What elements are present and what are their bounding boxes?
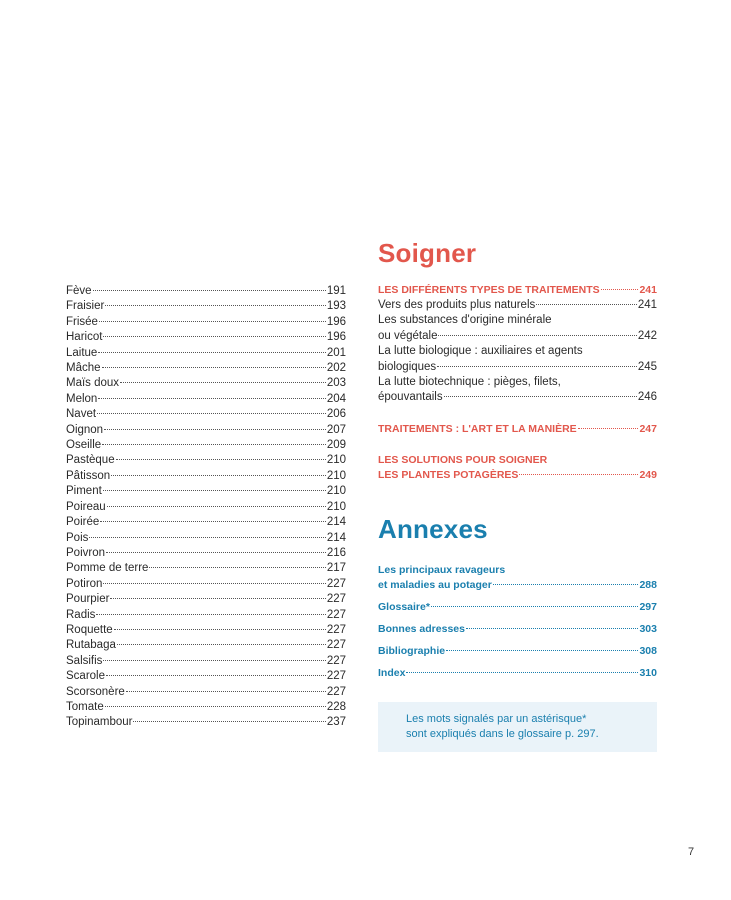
toc-entry-page: 297 bbox=[639, 601, 657, 613]
toc-entry-page: 193 bbox=[326, 300, 346, 313]
toc-entry[interactable] bbox=[66, 515, 346, 530]
toc-entry-label: Fève bbox=[66, 285, 92, 297]
toc-entry-line: La lutte biotechnique : pièges, filets, bbox=[378, 376, 561, 389]
toc-entry-page: 210 bbox=[326, 485, 346, 498]
leader-dots bbox=[536, 304, 637, 305]
toc-heading-last-line bbox=[378, 468, 657, 483]
toc-entry-page: 206 bbox=[326, 408, 346, 421]
toc-entry-label: Navet bbox=[66, 408, 97, 421]
leader-dots bbox=[133, 721, 325, 722]
leader-dots bbox=[103, 660, 325, 661]
toc-entry-label: Vers des produits plus naturels bbox=[378, 299, 536, 311]
toc-entry-page: 196 bbox=[326, 315, 346, 328]
toc-entry-page: 191 bbox=[326, 285, 346, 297]
toc-entry-label: Fraisier bbox=[66, 300, 105, 313]
toc-entry[interactable] bbox=[66, 654, 346, 669]
toc-entry-label: Pâtisson bbox=[66, 469, 111, 482]
toc-entry-multiline[interactable] bbox=[378, 375, 657, 406]
toc-entry[interactable] bbox=[378, 298, 657, 313]
toc-entry-label: Roquette bbox=[66, 623, 113, 636]
note-line: sont expliqués dans le glossaire p. 297. bbox=[406, 728, 599, 740]
toc-entry-page: 217 bbox=[326, 562, 346, 575]
toc-entry-label: Pourpier bbox=[66, 593, 110, 606]
toc-entry-page: 246 bbox=[637, 391, 657, 404]
toc-entry-page: 196 bbox=[326, 331, 346, 344]
toc-entry-label: Poivron bbox=[66, 546, 105, 559]
soigner-section bbox=[378, 238, 657, 483]
toc-entry-multiline[interactable] bbox=[378, 344, 657, 375]
leader-dots bbox=[103, 583, 325, 584]
toc-entry-label: Maïs doux bbox=[66, 377, 120, 390]
toc-entry[interactable] bbox=[66, 469, 346, 484]
leader-dots bbox=[126, 691, 326, 692]
toc-entry-label: Oignon bbox=[66, 423, 104, 436]
toc-entry-label: Pomme de terre bbox=[66, 562, 149, 575]
toc-entry-label: Index bbox=[378, 667, 406, 679]
leader-dots bbox=[110, 598, 325, 599]
toc-entry-label: Melon bbox=[66, 392, 98, 405]
toc-entry-label: Scarole bbox=[66, 670, 105, 683]
leader-dots bbox=[93, 290, 326, 291]
toc-heading-page: 249 bbox=[639, 468, 657, 481]
toc-entry-label: Bonnes adresses bbox=[378, 623, 465, 635]
leader-dots bbox=[446, 650, 638, 651]
toc-entry-page: 227 bbox=[326, 608, 346, 621]
toc-entry-page: 202 bbox=[326, 362, 346, 375]
toc-entry[interactable] bbox=[66, 546, 346, 561]
toc-entry-page: 214 bbox=[326, 531, 346, 544]
toc-entry-label: biologiques bbox=[378, 360, 437, 373]
leader-dots bbox=[519, 474, 638, 475]
toc-entry-label: Tomate bbox=[66, 700, 104, 713]
toc-entry-page: 310 bbox=[639, 667, 657, 679]
toc-entry[interactable] bbox=[66, 561, 346, 576]
toc-entry-page: 227 bbox=[326, 639, 346, 652]
leader-dots bbox=[100, 521, 326, 522]
toc-entry-page: 227 bbox=[326, 593, 346, 606]
toc-entry-label: Oseille bbox=[66, 439, 102, 452]
leader-dots bbox=[102, 367, 326, 368]
toc-entry-label: Bibliographie bbox=[378, 645, 446, 657]
toc-entry-multiline[interactable] bbox=[378, 313, 657, 344]
leader-dots bbox=[114, 629, 326, 630]
leader-dots bbox=[117, 644, 326, 645]
toc-entry[interactable] bbox=[66, 715, 346, 730]
toc-entry-bibliographie[interactable] bbox=[378, 644, 657, 659]
toc-entry-page: 241 bbox=[637, 299, 657, 311]
toc-entry[interactable] bbox=[66, 361, 346, 376]
toc-entry[interactable] bbox=[66, 376, 346, 391]
toc-entry-page: 303 bbox=[639, 623, 657, 635]
toc-heading-traitements-types[interactable] bbox=[378, 283, 657, 298]
toc-entry-page: 227 bbox=[326, 670, 346, 683]
leader-dots bbox=[98, 352, 325, 353]
toc-entry-page: 209 bbox=[326, 439, 346, 452]
toc-entry-label: Pois bbox=[66, 531, 89, 544]
toc-entry-page: 227 bbox=[326, 685, 346, 698]
toc-entry-label: Salsifis bbox=[66, 654, 103, 667]
toc-entry-page: 308 bbox=[639, 645, 657, 657]
spacer bbox=[378, 593, 657, 600]
leader-dots bbox=[103, 490, 326, 491]
toc-entry-last-line bbox=[378, 578, 657, 593]
toc-entry[interactable] bbox=[66, 392, 346, 407]
toc-entry[interactable] bbox=[66, 315, 346, 330]
toc-entry-page: 227 bbox=[326, 577, 346, 590]
toc-entry[interactable] bbox=[66, 700, 346, 715]
glossary-note-box bbox=[378, 702, 657, 752]
toc-entry-label: Piment bbox=[66, 485, 102, 498]
leader-dots bbox=[106, 675, 326, 676]
toc-entry-line: Les substances d'origine minérale bbox=[378, 314, 552, 327]
toc-entry-page: 245 bbox=[637, 360, 657, 373]
toc-entry-adresses[interactable] bbox=[378, 622, 657, 637]
toc-entry-label: Rutabaga bbox=[66, 639, 116, 652]
leader-dots bbox=[104, 429, 326, 430]
vegetable-index-list bbox=[66, 284, 346, 731]
toc-entry[interactable] bbox=[66, 608, 346, 623]
toc-heading-solutions[interactable] bbox=[378, 453, 657, 483]
toc-entry[interactable] bbox=[66, 299, 346, 314]
leader-dots bbox=[99, 321, 326, 322]
toc-entry-line: La lutte biologique : auxiliaires et agents bbox=[378, 345, 583, 358]
toc-entry-last-line bbox=[378, 360, 657, 375]
toc-entry-label: Frisée bbox=[66, 315, 98, 328]
spacer bbox=[378, 437, 657, 453]
leader-dots bbox=[578, 428, 639, 429]
toc-entry[interactable] bbox=[66, 685, 346, 700]
toc-entry-label: Haricot bbox=[66, 331, 103, 344]
toc-entry[interactable] bbox=[66, 577, 346, 592]
toc-entry-label: Glossaire* bbox=[378, 601, 430, 613]
toc-heading-label: LES DIFFÉRENTS TYPES DE TRAITEMENTS bbox=[378, 284, 600, 296]
note-line: Les mots signalés par un astérisque* bbox=[406, 713, 587, 725]
toc-entry-label: Poirée bbox=[66, 516, 100, 529]
toc-entry-label: Poireau bbox=[66, 500, 106, 513]
toc-entry-page: 210 bbox=[326, 500, 346, 513]
toc-entry-line: Les principaux ravageurs bbox=[378, 564, 506, 576]
annexes-title: Annexes bbox=[378, 514, 488, 544]
toc-entry-label: Topinambour bbox=[66, 716, 133, 729]
leader-dots bbox=[438, 335, 636, 336]
spacer bbox=[378, 615, 657, 622]
toc-entry[interactable] bbox=[66, 423, 346, 438]
toc-entry-label: Pastèque bbox=[66, 454, 115, 467]
toc-entry[interactable] bbox=[66, 500, 346, 515]
toc-entry-page: 237 bbox=[326, 716, 346, 729]
soigner-title: Soigner bbox=[378, 238, 477, 268]
toc-entry[interactable] bbox=[66, 346, 346, 361]
page-number: 7 bbox=[688, 846, 695, 858]
leader-dots bbox=[406, 672, 638, 673]
toc-heading-line: LES SOLUTIONS POUR SOIGNER bbox=[378, 453, 548, 466]
toc-entry-label: Scorsonère bbox=[66, 685, 125, 698]
leader-dots bbox=[116, 459, 326, 460]
toc-entry-page: 204 bbox=[326, 392, 346, 405]
leader-dots bbox=[493, 584, 639, 585]
toc-entry[interactable] bbox=[66, 638, 346, 653]
toc-entry[interactable] bbox=[66, 592, 346, 607]
toc-entry-page: 210 bbox=[326, 454, 346, 467]
leader-dots bbox=[105, 305, 325, 306]
leader-dots bbox=[601, 289, 639, 290]
leader-dots bbox=[89, 537, 325, 538]
toc-entry-label: Radis bbox=[66, 608, 96, 621]
toc-entry-page: 288 bbox=[639, 579, 657, 591]
leader-dots bbox=[431, 606, 639, 607]
toc-entry-label: ou végétale bbox=[378, 329, 438, 342]
toc-entry[interactable] bbox=[66, 438, 346, 453]
leader-dots bbox=[98, 398, 325, 399]
toc-entry-page: 228 bbox=[326, 700, 346, 713]
toc-heading-page: 241 bbox=[639, 284, 657, 296]
toc-heading-label: TRAITEMENTS : L'ART ET LA MANIÈRE bbox=[378, 422, 577, 435]
toc-entry-page: 227 bbox=[326, 623, 346, 636]
toc-entry[interactable] bbox=[66, 623, 346, 638]
toc-entry-label: Laitue bbox=[66, 346, 98, 359]
toc-heading-label: LES PLANTES POTAGÈRES bbox=[378, 468, 519, 481]
toc-entry-label: et maladies au potager bbox=[378, 579, 492, 591]
leader-dots bbox=[149, 567, 325, 568]
leader-dots bbox=[120, 382, 326, 383]
toc-entry-index[interactable] bbox=[378, 666, 657, 681]
toc-entry-page: 214 bbox=[326, 516, 346, 529]
toc-entry[interactable] bbox=[66, 284, 346, 299]
toc-entry-last-line bbox=[378, 329, 657, 344]
toc-entry-page: 210 bbox=[326, 469, 346, 482]
leader-dots bbox=[105, 706, 326, 707]
leader-dots bbox=[111, 475, 326, 476]
leader-dots bbox=[106, 552, 326, 553]
toc-entry[interactable] bbox=[66, 669, 346, 684]
leader-dots bbox=[437, 366, 637, 367]
leader-dots bbox=[107, 506, 326, 507]
toc-heading-art-maniere[interactable] bbox=[378, 422, 657, 437]
leader-dots bbox=[96, 614, 325, 615]
leader-dots bbox=[103, 336, 325, 337]
leader-dots bbox=[97, 413, 326, 414]
toc-heading-page: 247 bbox=[639, 422, 657, 435]
toc-entry-page: 242 bbox=[637, 329, 657, 342]
toc-entry-ravageurs[interactable] bbox=[378, 563, 657, 593]
toc-entry-last-line bbox=[378, 390, 657, 405]
toc-entry[interactable] bbox=[66, 484, 346, 499]
spacer bbox=[378, 659, 657, 666]
toc-entry[interactable] bbox=[66, 407, 346, 422]
annexes-section bbox=[378, 514, 657, 681]
leader-dots bbox=[102, 444, 326, 445]
toc-entry[interactable] bbox=[66, 330, 346, 345]
toc-entry-label: Potiron bbox=[66, 577, 103, 590]
spacer bbox=[378, 406, 657, 422]
toc-entry[interactable] bbox=[66, 531, 346, 546]
leader-dots bbox=[466, 628, 639, 629]
spacer bbox=[378, 637, 657, 644]
toc-entry-page: 227 bbox=[326, 654, 346, 667]
toc-entry-label: Mâche bbox=[66, 362, 101, 375]
leader-dots bbox=[444, 396, 637, 397]
toc-entry-page: 207 bbox=[326, 423, 346, 436]
toc-entry[interactable] bbox=[66, 453, 346, 468]
toc-entry-page: 201 bbox=[326, 346, 346, 359]
toc-entry-label: épouvantails bbox=[378, 391, 443, 404]
toc-entry-page: 203 bbox=[326, 377, 346, 390]
toc-entry-page: 216 bbox=[326, 546, 346, 559]
toc-entry-glossaire[interactable] bbox=[378, 600, 657, 615]
